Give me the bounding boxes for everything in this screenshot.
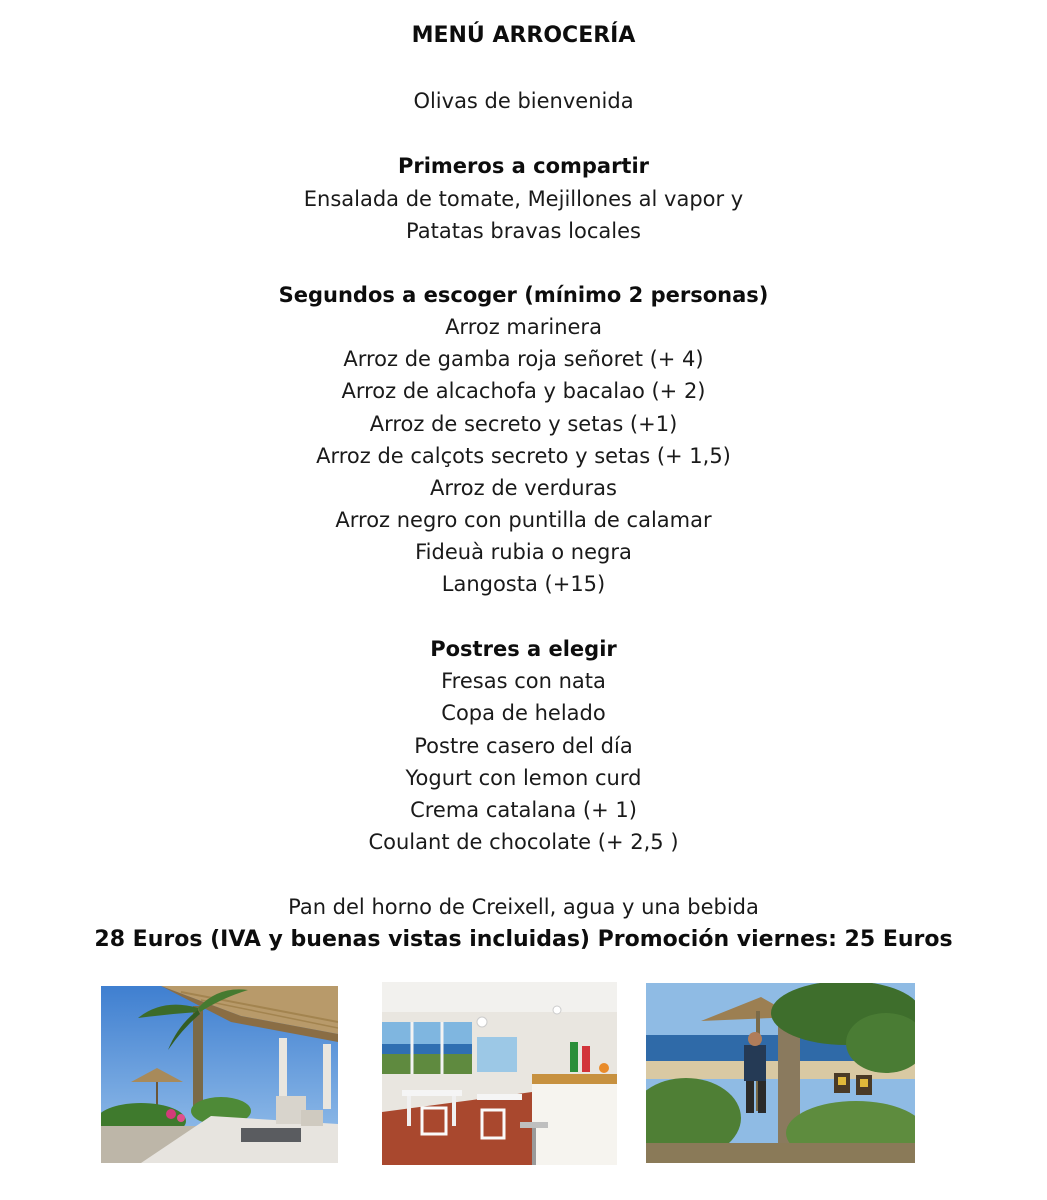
postres-heading: Postres a elegir [430, 637, 617, 661]
primeros-heading: Primeros a compartir [397, 154, 650, 178]
postres-item: Yogurt con lemon curd [405, 766, 642, 790]
postres-item: Fresas con nata [441, 669, 606, 693]
segundos-item: Arroz de secreto y setas (+1) [369, 412, 678, 436]
primeros-line: Patatas bravas locales [406, 219, 641, 243]
includes-line: Pan del horno de Creixell, agua y una bebida [288, 895, 759, 919]
segundos-item: Arroz negro con puntilla de calamar [335, 508, 712, 532]
postres-item: Crema catalana (+ 1) [410, 798, 637, 822]
welcome-line: Olivas de bienvenida [413, 89, 634, 113]
segundos-item: Fideuà rubia o negra [415, 540, 632, 564]
dining-room-photo [382, 982, 617, 1165]
segundos-item: Langosta (+15) [441, 572, 606, 596]
primeros-line: Ensalada de tomate, Mejillones al vapor y [303, 187, 744, 211]
terrace-photo [101, 986, 338, 1163]
segundos-heading: Segundos a escoger (mínimo 2 personas) [278, 283, 769, 307]
postres-item: Copa de helado [441, 701, 606, 725]
segundos-item: Arroz marinera [445, 315, 602, 339]
postres-item: Coulant de chocolate (+ 2,5 ) [368, 830, 679, 854]
menu-title: MENÚ ARROCERÍA [411, 23, 636, 48]
segundos-item: Arroz de alcachofa y bacalao (+ 2) [341, 379, 706, 403]
postres-item: Postre casero del día [414, 734, 633, 758]
segundos-item: Arroz de verduras [430, 476, 617, 500]
segundos-item: Arroz de gamba roja señoret (+ 4) [343, 347, 704, 371]
beach-garden-photo [646, 983, 915, 1163]
segundos-item: Arroz de calçots secreto y setas (+ 1,5) [316, 444, 731, 468]
price-line: 28 Euros (IVA y buenas vistas incluidas) Promoción viernes: 25 Euros [94, 927, 953, 952]
